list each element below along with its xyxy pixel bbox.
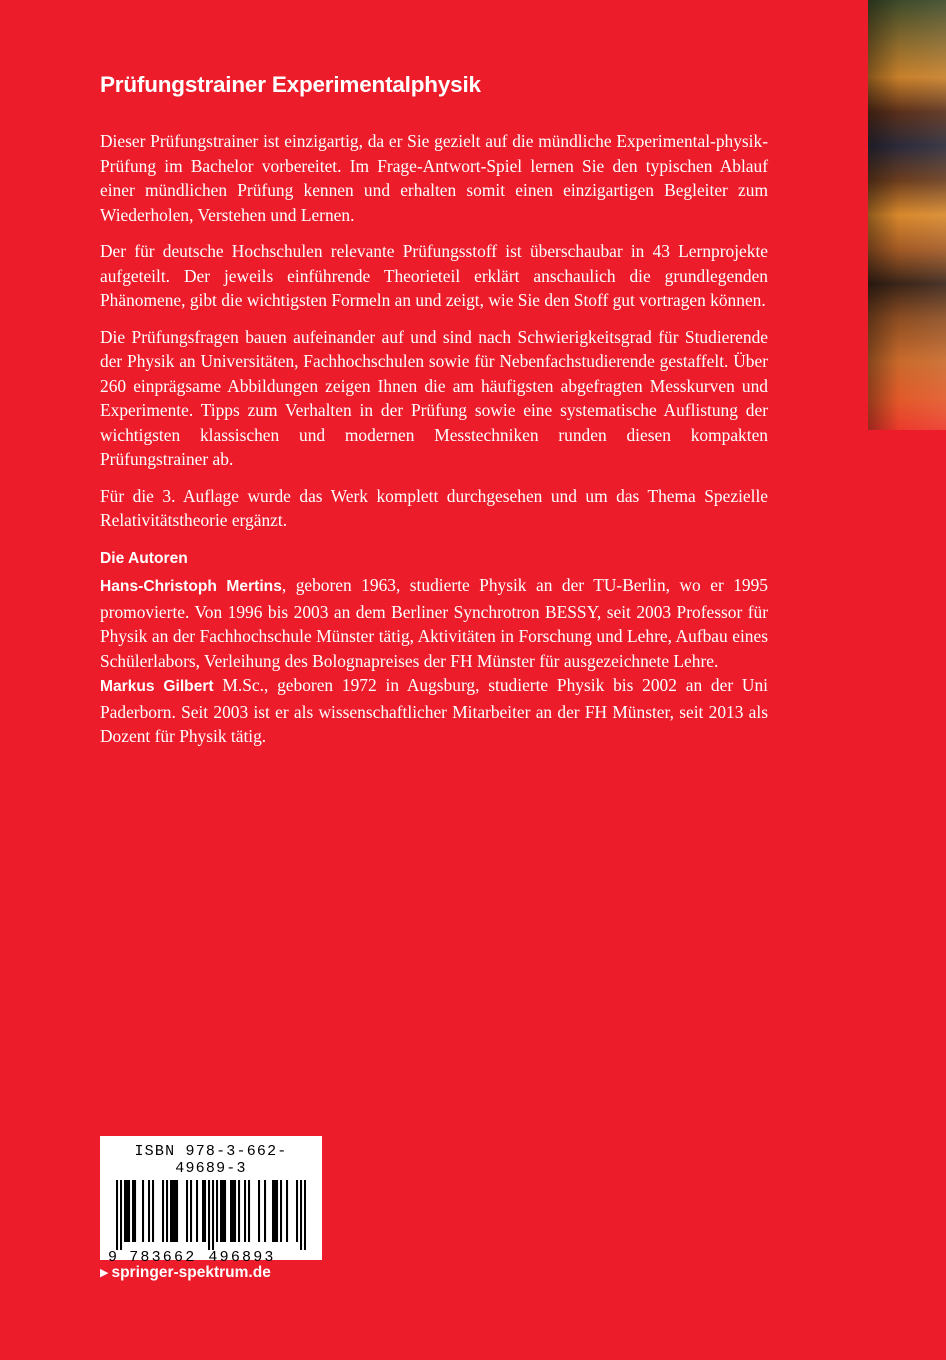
book-title: Prüfungstrainer Experimentalphysik	[100, 72, 481, 97]
barcode-bar	[166, 1180, 168, 1242]
authors-heading: Die Autoren	[100, 549, 188, 567]
barcode-bar	[174, 1180, 176, 1242]
paragraph-intro: Dieser Prüfungstrainer ist einzigartig, da er Sie gezielt auf die mündliche Experimental-physik-Prüfung im Bachelor vorbereitet. Im Frage-Antwort-Spiel lernen Sie den typischen Ablauf einer mündlichen Prüfung kennen und erhalten somit einen einzigartigen Begleiter zum Wiederholen, Verstehen und Lernen.	[100, 131, 768, 225]
barcode-bar	[296, 1180, 298, 1242]
barcode-bar	[222, 1180, 224, 1242]
blurb-text	[100, 129, 768, 749]
barcode-bar	[248, 1180, 250, 1242]
barcode-bar	[280, 1180, 282, 1242]
barcode-bars	[116, 1180, 306, 1250]
barcode-bar	[190, 1180, 192, 1242]
barcode-bar	[216, 1180, 218, 1242]
barcode-bar	[172, 1180, 174, 1242]
paragraph-questions: Die Prüfungsfragen bauen aufeinander auf und sind nach Schwierigkeitsgrad für Studierende der Physik an Universitäten, Fachhochschulen sowie für Nebenfachstudierende gestaffelt. Über 260 einprägsame Abbildungen zeigen Ihnen die am häufigsten abgefragten Messkurven und Experimente. Tipps zum Verhalten in der Prüfung sowie eine systematische Auflistung der wichtigsten klassischen und modernen Messtechniken runden diesen kompakten Prüfungstrainer ab.	[100, 326, 768, 469]
ean-lead-digit: 9	[108, 1249, 120, 1266]
barcode-bar	[128, 1180, 130, 1242]
barcode-bar	[232, 1180, 234, 1242]
barcode-bar	[176, 1180, 178, 1242]
barcode-bar	[208, 1180, 210, 1250]
barcode-bar	[202, 1180, 204, 1242]
barcode-bar	[186, 1180, 188, 1242]
barcode-bar	[224, 1180, 226, 1242]
ean-group-left: 783662	[129, 1249, 197, 1266]
barcode-bar	[272, 1180, 274, 1242]
barcode-bar	[148, 1180, 150, 1242]
author-text-gilbert: M.Sc., geboren 1972 in Augsburg, studierte Physik bis 2002 an der Uni Paderborn. Seit 2003 ist er als wissenschaftlicher Mitarbeiter an der FH Münster, seit 2013 als Dozent für Physik tätig.	[100, 675, 769, 746]
isbn-label: ISBN 978-3-662-49689-3	[134, 1143, 288, 1177]
author-name-mertins: Hans-Christoph Mertins	[100, 578, 282, 595]
author-name-gilbert: Markus Gilbert	[100, 678, 214, 695]
barcode-bar	[220, 1180, 222, 1242]
barcode-bar	[134, 1180, 136, 1242]
ean-group-right: 496893	[208, 1249, 276, 1266]
isbn-barcode	[100, 1136, 322, 1266]
author-text-mertins: , geboren 1963, studierte Physik an der TU-Berlin, wo er 1995 promovierte. Von 1996 bis 2003 an dem Berliner Synchrotron BESSY, seit 2003 Professor für Physik an der Fachhochschule Münster tätig, Aktivitäten in Forschung und Lehre, Aufbau eines Schülerlabors, Verleihung des Bolognapreises der FH Münster für ausgezeichnete Lehre.	[100, 575, 768, 671]
barcode-bar	[204, 1180, 206, 1242]
paragraph-structure: Der für deutsche Hochschulen relevante Prüfungsstoff ist überschaubar in 43 Lernprojekte aufgeteilt. Der jeweils einführende Theorieteil erklärt anschaulich die grundlegenden Phänomene, gibt die wichtigsten Formeln an und zeigt, wie Sie den Stoff gut vortragen können.	[100, 241, 768, 310]
barcode-bar	[258, 1180, 260, 1242]
barcode-bar	[152, 1180, 154, 1242]
barcode-bar	[244, 1180, 246, 1242]
barcode-bar	[286, 1180, 288, 1242]
barcode-bar	[304, 1180, 306, 1250]
cover-image-edge	[868, 0, 946, 430]
arrow-right-icon: ▶	[100, 1267, 109, 1279]
barcode-bar	[274, 1180, 276, 1242]
paragraph-edition: Für die 3. Auflage wurde das Werk komplett durchgesehen und um das Thema Spezielle Relativitätstheorie ergänzt.	[100, 485, 768, 530]
barcode-bar	[116, 1180, 118, 1250]
author-bio-gilbert	[100, 673, 768, 749]
barcode-bar	[230, 1180, 232, 1242]
author-bio-mertins	[100, 573, 768, 673]
barcode-bar	[264, 1180, 266, 1242]
barcode-bar	[234, 1180, 236, 1242]
barcode-bar	[142, 1180, 144, 1242]
barcode-bar	[170, 1180, 172, 1242]
barcode-bar	[212, 1180, 214, 1250]
barcode-bar	[238, 1180, 240, 1242]
barcode-bar	[132, 1180, 134, 1242]
barcode-bar	[126, 1180, 128, 1242]
barcode-bar	[162, 1180, 164, 1242]
barcode-bar	[120, 1180, 122, 1250]
website-label: springer-spektrum.de	[111, 1264, 271, 1281]
barcode-bar	[300, 1180, 302, 1250]
barcode-bar	[124, 1180, 126, 1242]
barcode-bar	[196, 1180, 198, 1242]
barcode-bar	[276, 1180, 278, 1242]
publisher-website[interactable]	[100, 1264, 271, 1282]
